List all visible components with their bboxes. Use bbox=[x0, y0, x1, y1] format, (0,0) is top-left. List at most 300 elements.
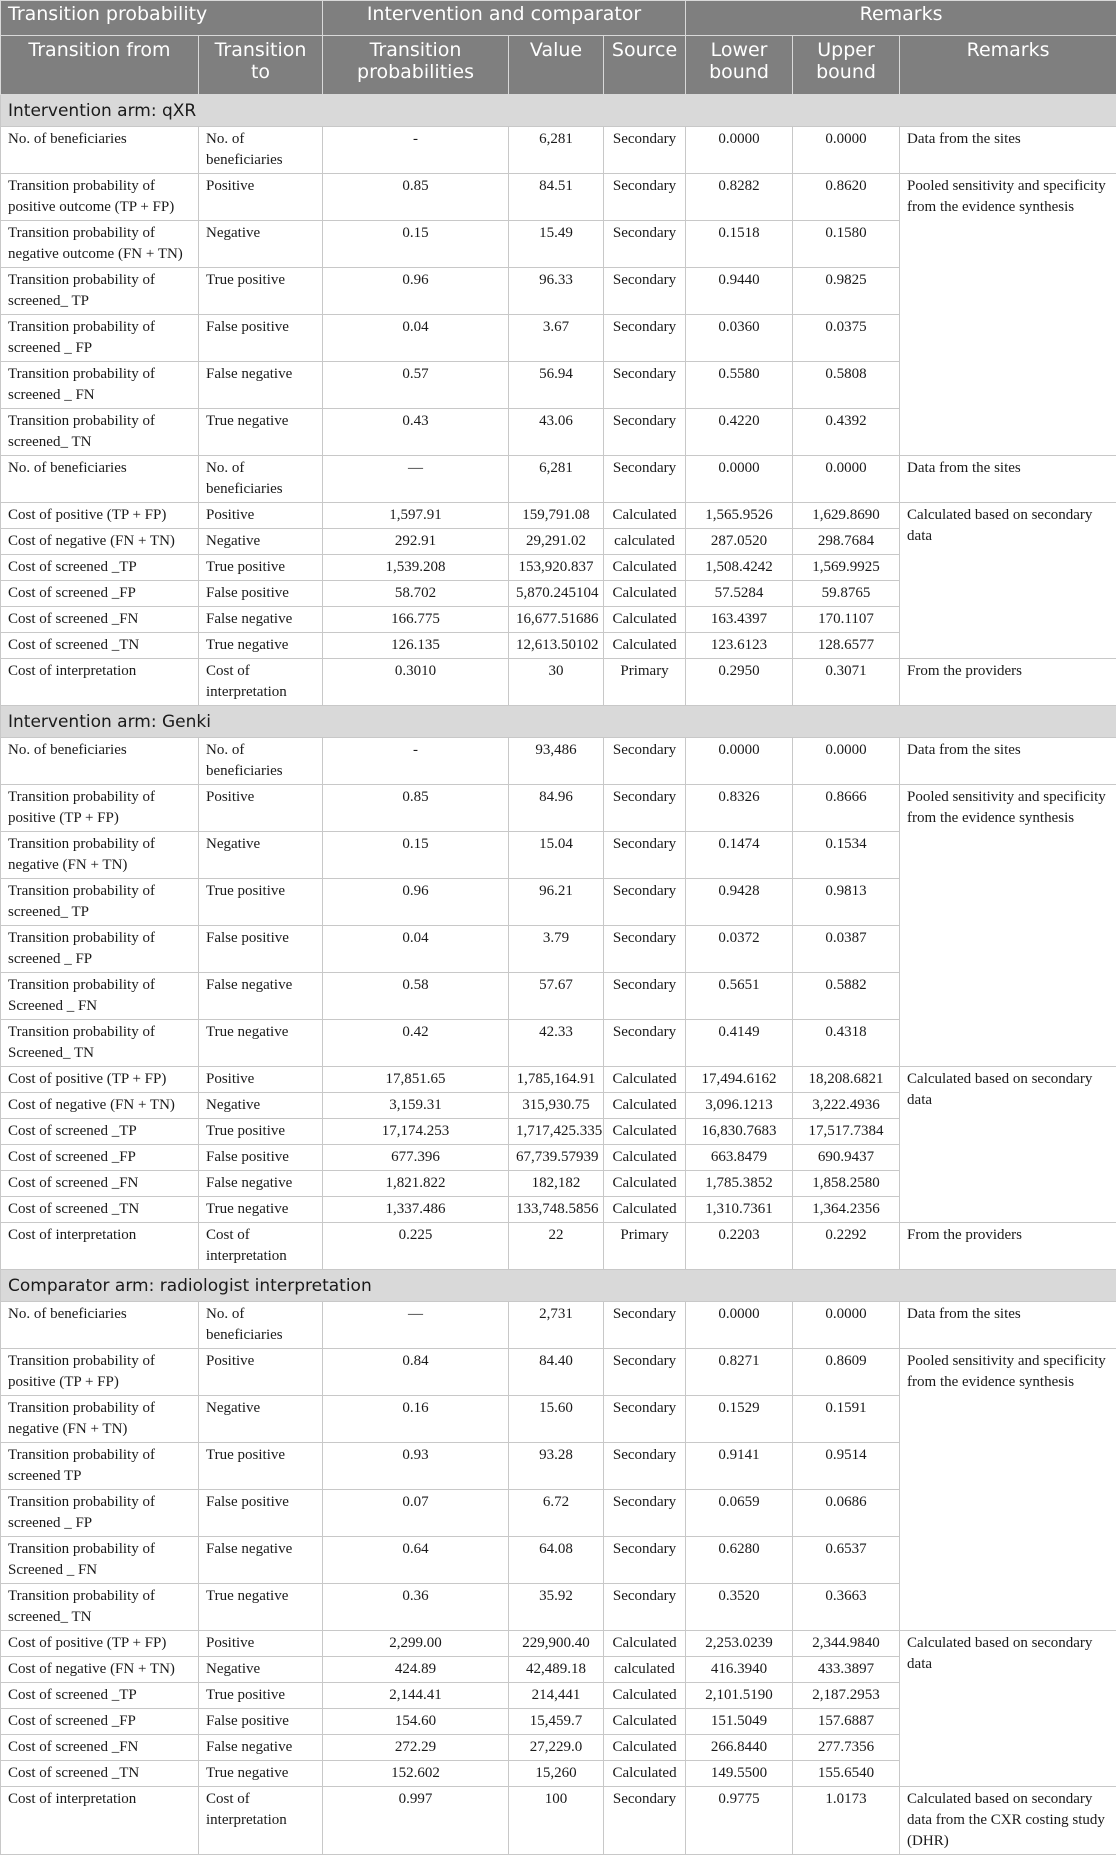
cell-transition-from: Cost of screened _FP bbox=[1, 581, 199, 607]
cell-transition-from: Cost of interpretation bbox=[1, 1787, 199, 1855]
cell-value: 1,717,425.335 bbox=[509, 1119, 604, 1145]
cell-lower-bound: 0.8282 bbox=[686, 174, 793, 221]
cell-transition-probability: 272.29 bbox=[323, 1735, 509, 1761]
cell-lower-bound: 0.4149 bbox=[686, 1020, 793, 1067]
cell-upper-bound: 0.2292 bbox=[793, 1223, 900, 1270]
cell-source: Calculated bbox=[604, 1761, 686, 1787]
table-row bbox=[1, 738, 1116, 785]
cell-transition-probability: 0.57 bbox=[323, 362, 509, 409]
cell-transition-probability: 0.225 bbox=[323, 1223, 509, 1270]
header-upper-bound: Upper bound bbox=[793, 36, 900, 95]
header-group-intervention-comparator: Intervention and comparator bbox=[323, 1, 686, 36]
cell-transition-to: Positive bbox=[199, 503, 323, 529]
cell-source: Calculated bbox=[604, 1067, 686, 1093]
cell-upper-bound: 0.0375 bbox=[793, 315, 900, 362]
cell-upper-bound: 0.9825 bbox=[793, 268, 900, 315]
cell-upper-bound: 1,364.2356 bbox=[793, 1197, 900, 1223]
cell-upper-bound: 1,569.9925 bbox=[793, 555, 900, 581]
cell-value: 229,900.40 bbox=[509, 1631, 604, 1657]
cell-source: Secondary bbox=[604, 409, 686, 456]
cell-transition-from: Cost of screened _TP bbox=[1, 1683, 199, 1709]
cell-source: Calculated bbox=[604, 1631, 686, 1657]
cell-remarks: Data from the sites bbox=[900, 1302, 1116, 1349]
cell-upper-bound: 170.1107 bbox=[793, 607, 900, 633]
cell-transition-from: Cost of negative (FN + TN) bbox=[1, 1093, 199, 1119]
cell-source: Secondary bbox=[604, 973, 686, 1020]
cell-value: 15,459.7 bbox=[509, 1709, 604, 1735]
cell-transition-from: Cost of screened _TP bbox=[1, 555, 199, 581]
cell-transition-probability: 17,851.65 bbox=[323, 1067, 509, 1093]
cell-remarks: Pooled sensitivity and specificity from the evidence synthesis bbox=[900, 174, 1116, 456]
cell-source: Primary bbox=[604, 659, 686, 706]
cell-upper-bound: 0.1580 bbox=[793, 221, 900, 268]
cell-transition-probability: 2,144.41 bbox=[323, 1683, 509, 1709]
cell-transition-from: Cost of negative (FN + TN) bbox=[1, 1657, 199, 1683]
cell-upper-bound: 277.7356 bbox=[793, 1735, 900, 1761]
cell-transition-probability: 0.85 bbox=[323, 174, 509, 221]
cell-transition-from: Transition probability of screened _ FP bbox=[1, 926, 199, 973]
cell-transition-probability: 0.84 bbox=[323, 1349, 509, 1396]
section-header-row bbox=[1, 706, 1116, 738]
section-header-row bbox=[1, 95, 1116, 127]
cell-upper-bound: 2,187.2953 bbox=[793, 1683, 900, 1709]
table-row bbox=[1, 1631, 1116, 1657]
cell-transition-probability: - bbox=[323, 127, 509, 174]
cell-value: 153,920.837 bbox=[509, 555, 604, 581]
cell-transition-from: Cost of screened _TN bbox=[1, 1197, 199, 1223]
cell-lower-bound: 0.2203 bbox=[686, 1223, 793, 1270]
cell-transition-probability: 2,299.00 bbox=[323, 1631, 509, 1657]
cell-lower-bound: 1,565.9526 bbox=[686, 503, 793, 529]
cell-transition-to: False positive bbox=[199, 1709, 323, 1735]
cell-transition-to: Negative bbox=[199, 1396, 323, 1443]
cell-transition-probability: 17,174.253 bbox=[323, 1119, 509, 1145]
cell-lower-bound: 0.0000 bbox=[686, 738, 793, 785]
cell-lower-bound: 123.6123 bbox=[686, 633, 793, 659]
cell-lower-bound: 0.8271 bbox=[686, 1349, 793, 1396]
cell-transition-to: True negative bbox=[199, 1020, 323, 1067]
cell-remarks: Data from the sites bbox=[900, 456, 1116, 503]
cell-value: 6,281 bbox=[509, 127, 604, 174]
cell-remarks: Data from the sites bbox=[900, 738, 1116, 785]
cell-lower-bound: 0.9428 bbox=[686, 879, 793, 926]
cell-upper-bound: 0.1591 bbox=[793, 1396, 900, 1443]
cell-transition-to: Positive bbox=[199, 174, 323, 221]
header-transition-from: Transition from bbox=[1, 36, 199, 95]
cell-value: 1,785,164.91 bbox=[509, 1067, 604, 1093]
cell-transition-probability: 126.135 bbox=[323, 633, 509, 659]
cell-transition-from: Cost of interpretation bbox=[1, 659, 199, 706]
cell-lower-bound: 0.6280 bbox=[686, 1537, 793, 1584]
cell-transition-to: Positive bbox=[199, 785, 323, 832]
cell-lower-bound: 17,494.6162 bbox=[686, 1067, 793, 1093]
table-row bbox=[1, 503, 1116, 529]
cell-lower-bound: 0.1474 bbox=[686, 832, 793, 879]
cell-transition-probability: 0.07 bbox=[323, 1490, 509, 1537]
cell-value: 30 bbox=[509, 659, 604, 706]
cell-source: Primary bbox=[604, 1223, 686, 1270]
header-remarks: Remarks bbox=[900, 36, 1116, 95]
cell-transition-to: Cost of interpretation bbox=[199, 1223, 323, 1270]
cell-lower-bound: 287.0520 bbox=[686, 529, 793, 555]
cell-transition-to: No. of beneficiaries bbox=[199, 456, 323, 503]
cell-lower-bound: 2,101.5190 bbox=[686, 1683, 793, 1709]
section-title: Intervention arm: Genki bbox=[1, 706, 1116, 738]
cell-transition-from: No. of beneficiaries bbox=[1, 1302, 199, 1349]
cell-transition-from: Cost of negative (FN + TN) bbox=[1, 529, 199, 555]
cell-transition-to: Positive bbox=[199, 1631, 323, 1657]
cell-transition-probability: - bbox=[323, 738, 509, 785]
cell-transition-probability: 0.3010 bbox=[323, 659, 509, 706]
cell-lower-bound: 0.9440 bbox=[686, 268, 793, 315]
cell-lower-bound: 0.0000 bbox=[686, 456, 793, 503]
cell-transition-from: Transition probability of screened _ FN bbox=[1, 362, 199, 409]
cell-source: Calculated bbox=[604, 555, 686, 581]
cell-lower-bound: 0.9141 bbox=[686, 1443, 793, 1490]
cell-source: Calculated bbox=[604, 1735, 686, 1761]
cell-transition-probability: 0.42 bbox=[323, 1020, 509, 1067]
cell-source: Calculated bbox=[604, 607, 686, 633]
cell-transition-probability: 0.96 bbox=[323, 879, 509, 926]
cell-remarks: From the providers bbox=[900, 1223, 1116, 1270]
cell-value: 214,441 bbox=[509, 1683, 604, 1709]
cell-upper-bound: 0.0000 bbox=[793, 456, 900, 503]
table-row bbox=[1, 1223, 1116, 1270]
cell-upper-bound: 0.4392 bbox=[793, 409, 900, 456]
cell-upper-bound: 0.1534 bbox=[793, 832, 900, 879]
cell-transition-probability: 3,159.31 bbox=[323, 1093, 509, 1119]
cell-transition-from: Cost of screened _TN bbox=[1, 633, 199, 659]
cell-source: Secondary bbox=[604, 174, 686, 221]
cell-value: 159,791.08 bbox=[509, 503, 604, 529]
cell-transition-from: Transition probability of negative (FN + TN) bbox=[1, 832, 199, 879]
cell-lower-bound: 0.5580 bbox=[686, 362, 793, 409]
cell-transition-from: Cost of screened _FN bbox=[1, 1735, 199, 1761]
cell-upper-bound: 17,517.7384 bbox=[793, 1119, 900, 1145]
cell-source: Calculated bbox=[604, 1709, 686, 1735]
cell-value: 5,870.245104 bbox=[509, 581, 604, 607]
cell-transition-to: Positive bbox=[199, 1067, 323, 1093]
cell-transition-from: Transition probability of screened_ TP bbox=[1, 879, 199, 926]
cell-source: Calculated bbox=[604, 1145, 686, 1171]
cell-value: 315,930.75 bbox=[509, 1093, 604, 1119]
cell-value: 93.28 bbox=[509, 1443, 604, 1490]
cell-remarks: Pooled sensitivity and specificity from the evidence synthesis bbox=[900, 1349, 1116, 1631]
cell-remarks: Calculated based on secondary data bbox=[900, 1067, 1116, 1223]
cell-value: 27,229.0 bbox=[509, 1735, 604, 1761]
cell-lower-bound: 0.1518 bbox=[686, 221, 793, 268]
cell-lower-bound: 1,785.3852 bbox=[686, 1171, 793, 1197]
cell-value: 3.67 bbox=[509, 315, 604, 362]
cell-source: Secondary bbox=[604, 879, 686, 926]
cell-value: 29,291.02 bbox=[509, 529, 604, 555]
table-row bbox=[1, 174, 1116, 221]
section-title: Intervention arm: qXR bbox=[1, 95, 1116, 127]
cell-lower-bound: 663.8479 bbox=[686, 1145, 793, 1171]
cell-lower-bound: 0.4220 bbox=[686, 409, 793, 456]
cell-transition-from: Transition probability of negative outcome (FN + TN) bbox=[1, 221, 199, 268]
cell-lower-bound: 3,096.1213 bbox=[686, 1093, 793, 1119]
cell-remarks: Calculated based on secondary data bbox=[900, 1631, 1116, 1787]
cell-source: Secondary bbox=[604, 456, 686, 503]
cell-source: Calculated bbox=[604, 503, 686, 529]
cell-source: Secondary bbox=[604, 1584, 686, 1631]
cell-transition-from: Cost of screened _FN bbox=[1, 607, 199, 633]
cell-transition-to: True positive bbox=[199, 268, 323, 315]
cell-upper-bound: 1,629.8690 bbox=[793, 503, 900, 529]
cell-transition-probability: 0.96 bbox=[323, 268, 509, 315]
cell-lower-bound: 0.0372 bbox=[686, 926, 793, 973]
cell-transition-to: No. of beneficiaries bbox=[199, 738, 323, 785]
cell-source: Secondary bbox=[604, 1349, 686, 1396]
cell-upper-bound: 0.4318 bbox=[793, 1020, 900, 1067]
cell-lower-bound: 0.3520 bbox=[686, 1584, 793, 1631]
cell-value: 12,613.50102 bbox=[509, 633, 604, 659]
cell-transition-from: Cost of screened _FP bbox=[1, 1145, 199, 1171]
cell-lower-bound: 2,253.0239 bbox=[686, 1631, 793, 1657]
cell-transition-to: True positive bbox=[199, 1119, 323, 1145]
cell-transition-from: Cost of screened _TN bbox=[1, 1761, 199, 1787]
cell-transition-from: Transition probability of positive (TP + FP) bbox=[1, 785, 199, 832]
cell-transition-probability: 1,539.208 bbox=[323, 555, 509, 581]
cell-transition-from: Cost of positive (TP + FP) bbox=[1, 1067, 199, 1093]
cell-transition-probability: 1,821.822 bbox=[323, 1171, 509, 1197]
cell-lower-bound: 151.5049 bbox=[686, 1709, 793, 1735]
cell-upper-bound: 0.5882 bbox=[793, 973, 900, 1020]
cell-remarks: Data from the sites bbox=[900, 127, 1116, 174]
cell-transition-probability: 0.85 bbox=[323, 785, 509, 832]
cell-upper-bound: 0.9514 bbox=[793, 1443, 900, 1490]
cell-transition-to: Cost of interpretation bbox=[199, 659, 323, 706]
cell-lower-bound: 57.5284 bbox=[686, 581, 793, 607]
cell-value: 6.72 bbox=[509, 1490, 604, 1537]
cell-upper-bound: 0.8609 bbox=[793, 1349, 900, 1396]
section-header-row bbox=[1, 1270, 1116, 1302]
cell-transition-from: No. of beneficiaries bbox=[1, 738, 199, 785]
cell-lower-bound: 0.2950 bbox=[686, 659, 793, 706]
cell-value: 84.96 bbox=[509, 785, 604, 832]
cell-transition-to: Negative bbox=[199, 529, 323, 555]
cell-upper-bound: 433.3897 bbox=[793, 1657, 900, 1683]
cell-value: 16,677.51686 bbox=[509, 607, 604, 633]
cell-transition-to: False negative bbox=[199, 973, 323, 1020]
cell-value: 42,489.18 bbox=[509, 1657, 604, 1683]
cell-transition-probability: 0.58 bbox=[323, 973, 509, 1020]
cell-transition-from: Transition probability of positive outcome (TP + FP) bbox=[1, 174, 199, 221]
cell-upper-bound: 0.3663 bbox=[793, 1584, 900, 1631]
cell-transition-to: Negative bbox=[199, 221, 323, 268]
cell-transition-probability: — bbox=[323, 456, 509, 503]
cell-transition-probability: 677.396 bbox=[323, 1145, 509, 1171]
cell-transition-to: True positive bbox=[199, 879, 323, 926]
cell-upper-bound: 0.8620 bbox=[793, 174, 900, 221]
cell-source: Secondary bbox=[604, 221, 686, 268]
cell-value: 93,486 bbox=[509, 738, 604, 785]
cell-transition-to: True negative bbox=[199, 633, 323, 659]
cell-value: 2,731 bbox=[509, 1302, 604, 1349]
cell-upper-bound: 0.0000 bbox=[793, 738, 900, 785]
cell-upper-bound: 59.8765 bbox=[793, 581, 900, 607]
cell-upper-bound: 3,222.4936 bbox=[793, 1093, 900, 1119]
table-row bbox=[1, 1302, 1116, 1349]
cell-source: Secondary bbox=[604, 1443, 686, 1490]
cell-lower-bound: 0.5651 bbox=[686, 973, 793, 1020]
cell-upper-bound: 298.7684 bbox=[793, 529, 900, 555]
cell-transition-from: Transition probability of screened _ FP bbox=[1, 315, 199, 362]
cell-source: Calculated bbox=[604, 633, 686, 659]
cell-value: 133,748.5856 bbox=[509, 1197, 604, 1223]
table-body bbox=[1, 95, 1116, 1855]
cell-transition-to: True negative bbox=[199, 1197, 323, 1223]
cell-transition-to: True positive bbox=[199, 1683, 323, 1709]
cell-value: 15.04 bbox=[509, 832, 604, 879]
cell-transition-to: No. of beneficiaries bbox=[199, 1302, 323, 1349]
cell-transition-to: True positive bbox=[199, 1443, 323, 1490]
cell-lower-bound: 416.3940 bbox=[686, 1657, 793, 1683]
cell-source: Secondary bbox=[604, 315, 686, 362]
cell-upper-bound: 0.0000 bbox=[793, 127, 900, 174]
cell-transition-from: Transition probability of screened TP bbox=[1, 1443, 199, 1490]
cell-lower-bound: 0.0360 bbox=[686, 315, 793, 362]
cell-source: Calculated bbox=[604, 1683, 686, 1709]
header-group-transition-probability: Transition probability bbox=[1, 1, 323, 36]
cell-source: Calculated bbox=[604, 1093, 686, 1119]
header-transition-probabilities: Transition probabilities bbox=[323, 36, 509, 95]
cell-upper-bound: 2,344.9840 bbox=[793, 1631, 900, 1657]
cell-transition-to: False positive bbox=[199, 926, 323, 973]
table-row bbox=[1, 1787, 1116, 1855]
cell-remarks: Calculated based on secondary data bbox=[900, 503, 1116, 659]
cell-transition-to: False positive bbox=[199, 1490, 323, 1537]
cell-lower-bound: 0.0000 bbox=[686, 1302, 793, 1349]
cell-transition-probability: 1,597.91 bbox=[323, 503, 509, 529]
cell-lower-bound: 149.5500 bbox=[686, 1761, 793, 1787]
cell-remarks: Pooled sensitivity and specificity from the evidence synthesis bbox=[900, 785, 1116, 1067]
cell-value: 182,182 bbox=[509, 1171, 604, 1197]
cell-value: 3.79 bbox=[509, 926, 604, 973]
cell-transition-to: True negative bbox=[199, 1584, 323, 1631]
cell-transition-to: Negative bbox=[199, 832, 323, 879]
cell-upper-bound: 690.9437 bbox=[793, 1145, 900, 1171]
cell-source: Secondary bbox=[604, 362, 686, 409]
cell-source: Secondary bbox=[604, 1020, 686, 1067]
cell-transition-to: False negative bbox=[199, 362, 323, 409]
cell-remarks: Calculated based on secondary data from the CXR costing study (DHR) bbox=[900, 1787, 1116, 1855]
cell-transition-probability: 0.997 bbox=[323, 1787, 509, 1855]
cell-transition-to: False negative bbox=[199, 607, 323, 633]
cell-source: Calculated bbox=[604, 581, 686, 607]
cell-value: 57.67 bbox=[509, 973, 604, 1020]
cell-upper-bound: 0.9813 bbox=[793, 879, 900, 926]
cell-transition-from: Cost of screened _FP bbox=[1, 1709, 199, 1735]
cell-transition-from: Transition probability of screened _ FP bbox=[1, 1490, 199, 1537]
cell-transition-probability: 0.15 bbox=[323, 832, 509, 879]
cell-transition-probability: 0.16 bbox=[323, 1396, 509, 1443]
cell-lower-bound: 0.0659 bbox=[686, 1490, 793, 1537]
table-row bbox=[1, 785, 1116, 832]
cell-transition-from: Transition probability of Screened _ FN bbox=[1, 973, 199, 1020]
cell-transition-to: Cost of interpretation bbox=[199, 1787, 323, 1855]
cell-transition-from: Transition probability of positive (TP + FP) bbox=[1, 1349, 199, 1396]
cell-value: 43.06 bbox=[509, 409, 604, 456]
cell-source: Secondary bbox=[604, 1302, 686, 1349]
cell-transition-from: No. of beneficiaries bbox=[1, 127, 199, 174]
cell-transition-to: Negative bbox=[199, 1657, 323, 1683]
header-lower-bound: Lower bound bbox=[686, 36, 793, 95]
cell-transition-to: False negative bbox=[199, 1537, 323, 1584]
header-value: Value bbox=[509, 36, 604, 95]
cell-source: Calculated bbox=[604, 1197, 686, 1223]
cell-transition-to: False negative bbox=[199, 1171, 323, 1197]
cell-transition-from: Transition probability of screened_ TN bbox=[1, 409, 199, 456]
cell-value: 96.33 bbox=[509, 268, 604, 315]
cell-value: 96.21 bbox=[509, 879, 604, 926]
cell-source: Secondary bbox=[604, 1787, 686, 1855]
cell-transition-probability: 58.702 bbox=[323, 581, 509, 607]
cell-upper-bound: 0.0000 bbox=[793, 1302, 900, 1349]
cell-transition-from: Cost of screened _FN bbox=[1, 1171, 199, 1197]
table-row bbox=[1, 1067, 1116, 1093]
cell-transition-to: False positive bbox=[199, 315, 323, 362]
cell-transition-from: Transition probability of screened_ TN bbox=[1, 1584, 199, 1631]
cell-transition-probability: 292.91 bbox=[323, 529, 509, 555]
cell-upper-bound: 1,858.2580 bbox=[793, 1171, 900, 1197]
cell-lower-bound: 0.1529 bbox=[686, 1396, 793, 1443]
cell-value: 56.94 bbox=[509, 362, 604, 409]
cell-remarks: From the providers bbox=[900, 659, 1116, 706]
cell-transition-probability: 1,337.486 bbox=[323, 1197, 509, 1223]
cell-upper-bound: 18,208.6821 bbox=[793, 1067, 900, 1093]
cell-transition-from: Transition probability of screened_ TP bbox=[1, 268, 199, 315]
cell-transition-probability: 0.15 bbox=[323, 221, 509, 268]
cell-lower-bound: 163.4397 bbox=[686, 607, 793, 633]
table-row bbox=[1, 456, 1116, 503]
cell-transition-to: Positive bbox=[199, 1349, 323, 1396]
cell-value: 6,281 bbox=[509, 456, 604, 503]
table-row bbox=[1, 659, 1116, 706]
cell-transition-probability: 0.04 bbox=[323, 926, 509, 973]
cell-transition-to: False negative bbox=[199, 1735, 323, 1761]
cell-lower-bound: 0.9775 bbox=[686, 1787, 793, 1855]
section-title: Comparator arm: radiologist interpretation bbox=[1, 1270, 1116, 1302]
cell-source: Calculated bbox=[604, 1119, 686, 1145]
cell-transition-to: True negative bbox=[199, 409, 323, 456]
cell-source: calculated bbox=[604, 529, 686, 555]
cell-source: Secondary bbox=[604, 738, 686, 785]
cell-value: 35.92 bbox=[509, 1584, 604, 1631]
cell-transition-probability: 152.602 bbox=[323, 1761, 509, 1787]
cell-lower-bound: 0.0000 bbox=[686, 127, 793, 174]
cell-upper-bound: 157.6887 bbox=[793, 1709, 900, 1735]
cell-value: 15,260 bbox=[509, 1761, 604, 1787]
cell-transition-from: Transition probability of negative (FN + TN) bbox=[1, 1396, 199, 1443]
header-transition-to: Transition to bbox=[199, 36, 323, 95]
cell-value: 42.33 bbox=[509, 1020, 604, 1067]
cell-transition-from: Cost of positive (TP + FP) bbox=[1, 503, 199, 529]
cell-transition-to: No. of beneficiaries bbox=[199, 127, 323, 174]
table-row bbox=[1, 1349, 1116, 1396]
cell-source: Secondary bbox=[604, 127, 686, 174]
cell-upper-bound: 155.6540 bbox=[793, 1761, 900, 1787]
cell-transition-probability: — bbox=[323, 1302, 509, 1349]
cell-transition-probability: 166.775 bbox=[323, 607, 509, 633]
cell-source: calculated bbox=[604, 1657, 686, 1683]
cell-lower-bound: 16,830.7683 bbox=[686, 1119, 793, 1145]
cell-transition-probability: 0.64 bbox=[323, 1537, 509, 1584]
cell-transition-from: No. of beneficiaries bbox=[1, 456, 199, 503]
cell-upper-bound: 0.6537 bbox=[793, 1537, 900, 1584]
cell-transition-to: True positive bbox=[199, 555, 323, 581]
